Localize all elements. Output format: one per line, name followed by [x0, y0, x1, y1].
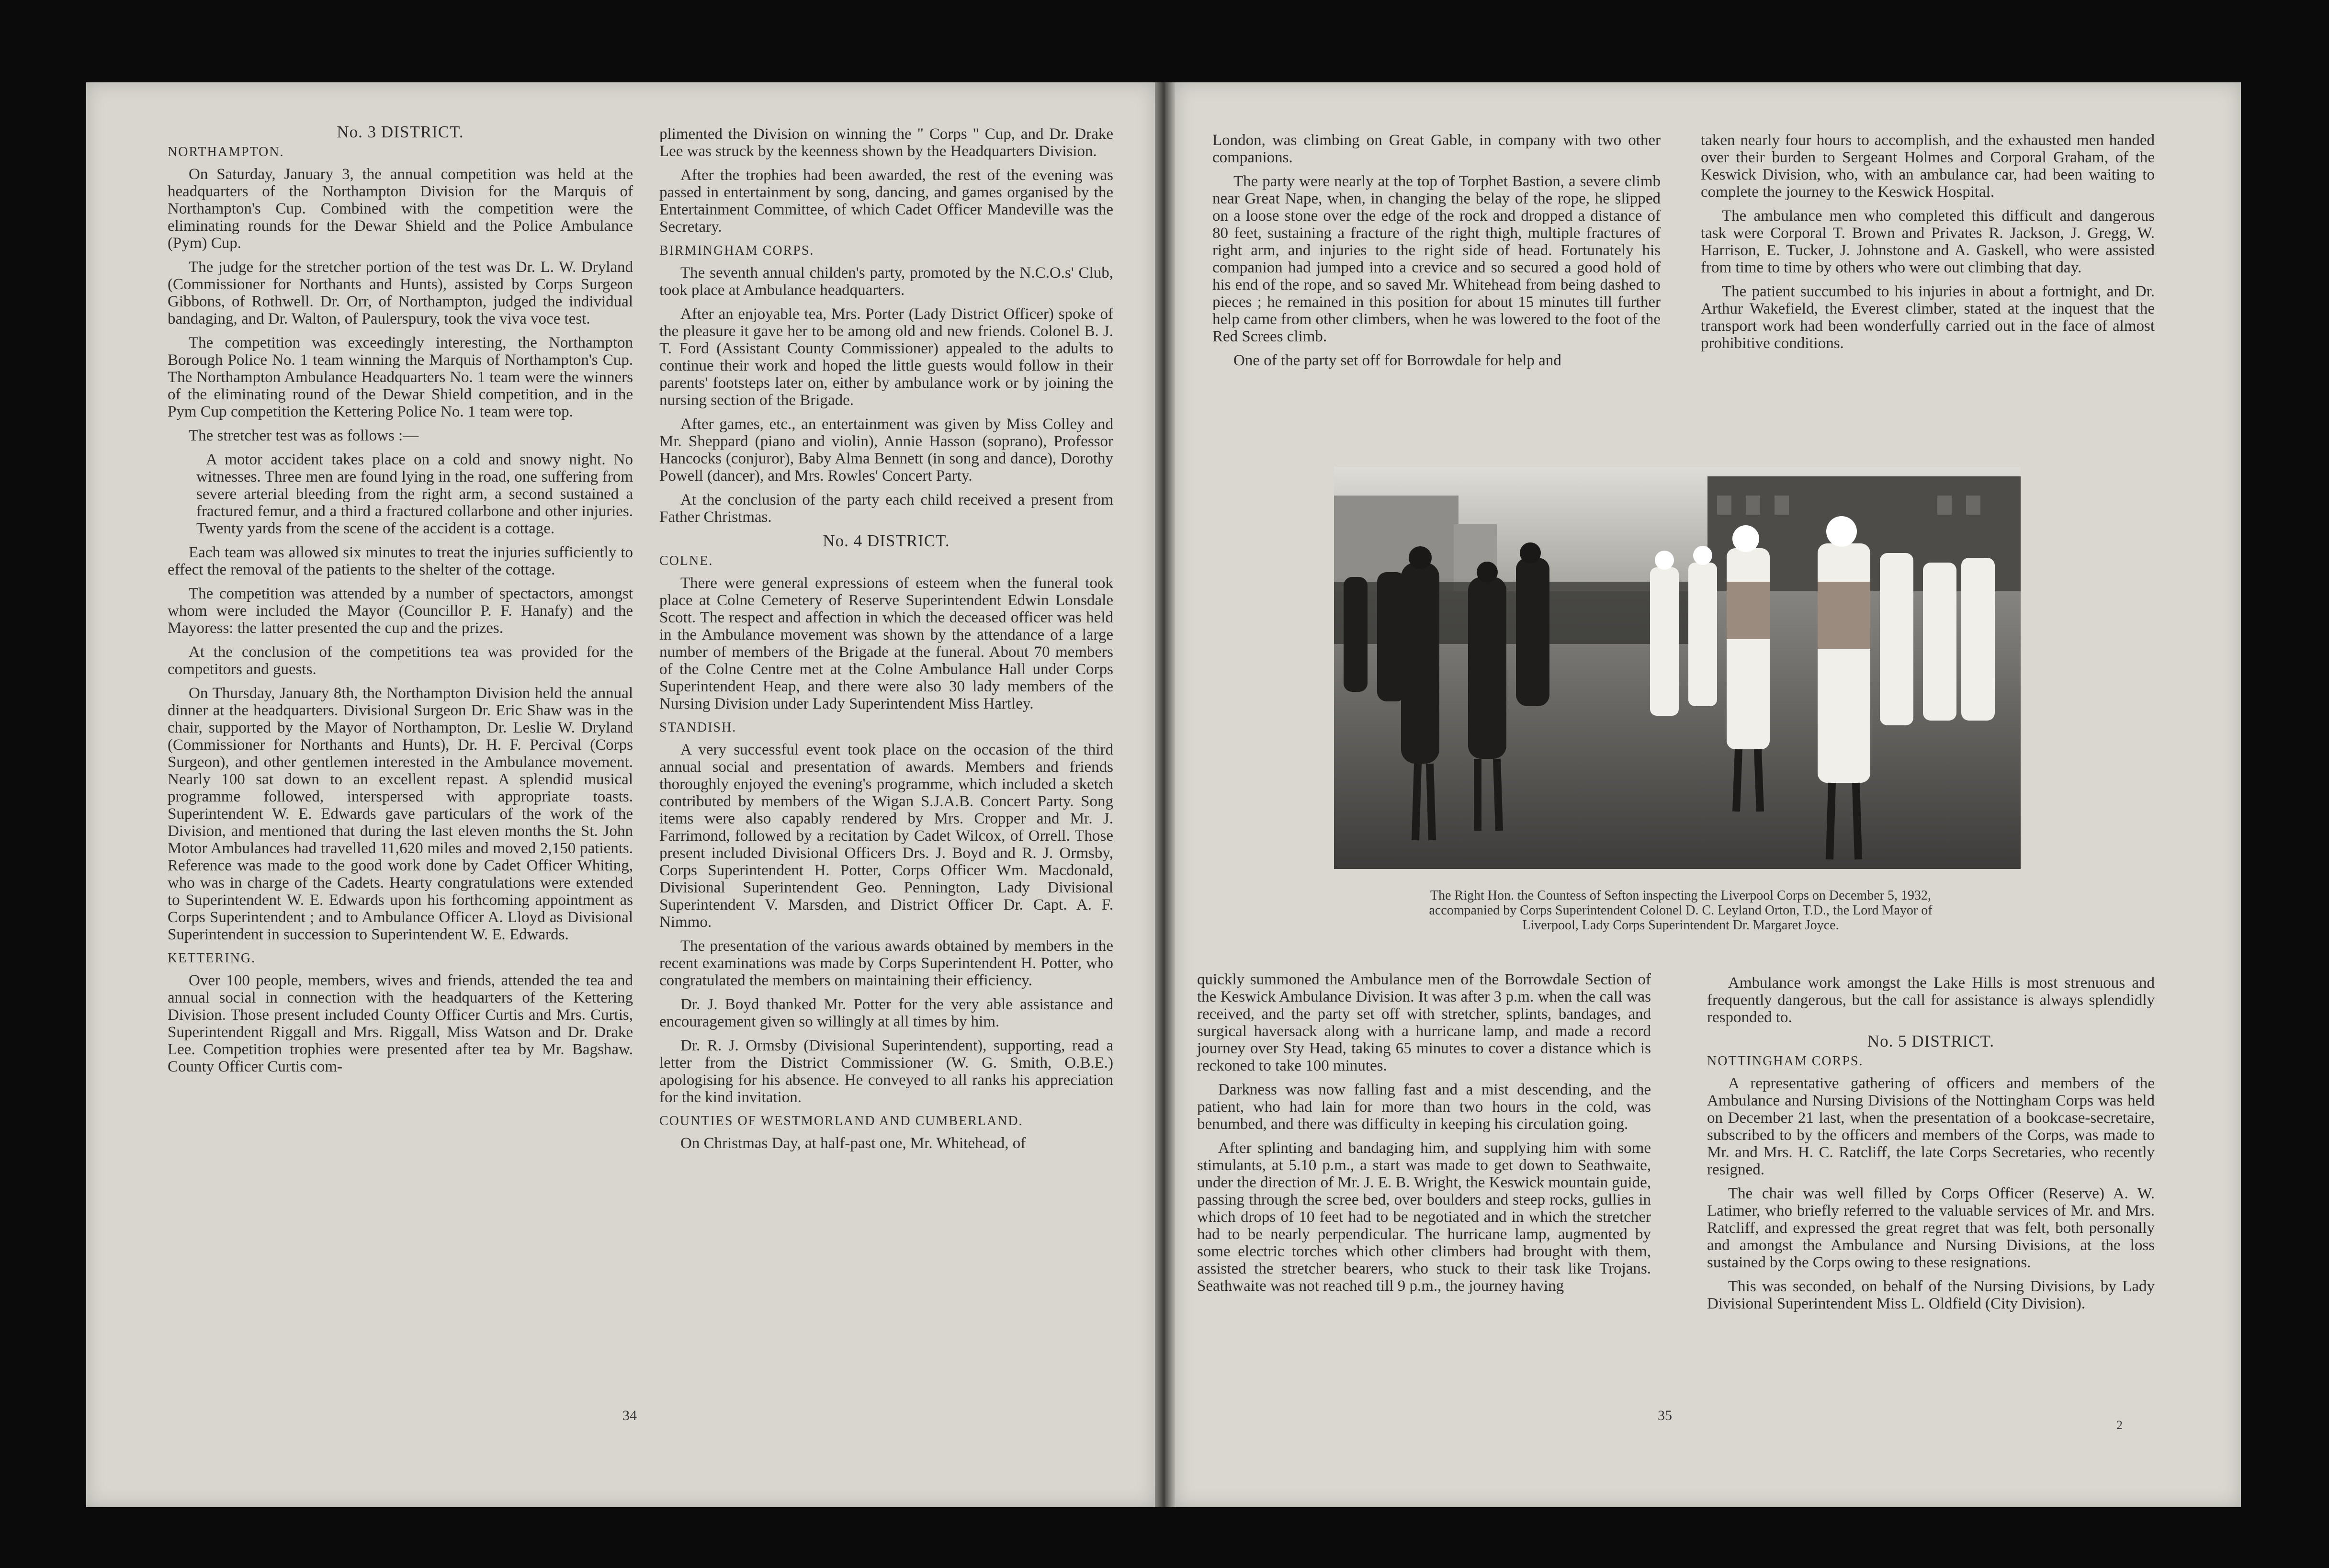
paragraph: A very successful event took place on the occasion of the third annual social and presentation of awards. Members and friends thoroughly enjoyed the evening's programme, which included a sketch contributed by members of the Wigan S.J.A.B. Concert Party. Song items were also capably rendered by Mrs. Cropper and Mr. J. Farrimond, followed by a recitation by Cadet Wilcox, of Orrell. Those present included Divisional Officers Drs. J. Boyd and R. J. Ormsby, Corps Superintendent H. Potter, Corps Officer Wm. Macdonald, Divisional Superintendent Geo. Pennington, Lady Divisional Superintendent V. Marsden, and District Officer Dr. Capt. A. F. Nimmo. — [659, 741, 1113, 931]
paragraph: The seventh annual childen's party, promoted by the N.C.O.s' Club, took place at Ambulance headquarters. — [659, 264, 1113, 299]
paragraph: Over 100 people, members, wives and friends, attended the tea and annual social in connection with the headquarters of the Kettering Division. Those present included County Officer Curtis and Mrs. Curtis, Superintendent Riggall and Mrs. Riggall, Miss Watson and Dr. Drake Lee. Competition trophies were presented after tea by Mr. Bagshaw. County Officer Curtis com- — [168, 972, 633, 1075]
paragraph: On Saturday, January 3, the annual competition was held at the headquarters of the Northampton Division for the Marquis of Northampton's Cup. Combined with the competition were the eliminating rounds for the Dewar Shield and the Police Ambulance (Pym) Cup. — [168, 166, 633, 252]
left-column-2 — [659, 125, 1113, 1159]
section-heading: COUNTIES OF WESTMORLAND AND CUMBERLAND. — [659, 1114, 1023, 1128]
paragraph: A representative gathering of officers and members of the Ambulance and Nursing Divisions of the Nottingham Corps was held on December 21 last, when the presentation of a bookcase-secretaire, subscribed to by the officers and members of the Corps, was made to Mr. and Mrs. H. C. Ratcliff, the late Corps Secretaries, who recently resigned. — [1707, 1075, 2155, 1178]
paragraph: plimented the Division on winning the " Corps " Cup, and Dr. Drake Lee was struck by the keenness shown by the Headquarters Division. — [659, 125, 1113, 160]
page-number-left: 34 — [622, 1408, 637, 1423]
caption-line: The Right Hon. the Countess of Sefton inspecting the Liverpool Corps on December 5, 1932, — [1430, 888, 1931, 903]
section-heading: STANDISH. — [659, 720, 737, 735]
caption-line: Liverpool, Lady Corps Superintendent Dr. Margaret Joyce. — [1522, 918, 1839, 933]
paragraph: Dr. R. J. Ormsby (Divisional Superintendent), supporting, read a letter from the District Commissioner (W. G. Smith, O.B.E.) apologising for his absence. He conveyed to all ranks his appreciation for the kind invitation. — [659, 1037, 1113, 1106]
paragraph: There were general expressions of esteem when the funeral took place at Colne Cemetery of Reserve Superintendent Edwin Lonsdale Scott. The respect and affection in which the deceased officer was held in the Ambulance movement was shown by the attendance of a large number of members of the Brigade at the funeral. About 70 members of the Colne Centre met at the Colne Ambulance Hall under Corps Superintendent Heap, and there were also 30 lady members of the Nursing Division under Lady Superintendent Miss Hartley. — [659, 575, 1113, 712]
paragraph: The chair was well filled by Corps Officer (Reserve) A. W. Latimer, who briefly referred to the valuable services of Mr. and Mrs. Ratcliff, and expressed the great regret that was felt, both personally and amongst the Ambulance and Nursing Divisions, at the loss sustained by the Corps owing to these resignations. — [1707, 1185, 2155, 1271]
quoted-passage: A motor accident takes place on a cold and snowy night. No witnesses. Three men are found lying in the road, one suffering from severe arterial bleeding from the right arm, a second sustained a fractured femur, and a third a fractured collarbone and other injuries. Twenty yards from the scene of the accident is a cottage. — [196, 451, 633, 537]
paragraph: taken nearly four hours to accomplish, and the exhausted men handed over their burden to Sergeant Holmes and Corporal Graham, of the Keswick Division, who, with an ambulance car, had been waiting to complete the journey to the Keswick Hospital. — [1701, 132, 2155, 201]
signature-mark: 2 — [2116, 1418, 2123, 1432]
left-column-1 — [168, 124, 633, 1082]
paragraph: The patient succumbed to his injuries in about a fortnight, and Dr. Arthur Wakefield, the Everest climber, stated at the inquest that the transport work had been wonderfully carried out in the face of almost prohibitive conditions. — [1701, 283, 2155, 352]
paragraph: Ambulance work amongst the Lake Hills is most strenuous and frequently dangerous, but the call for assistance is always splendidly responded to. — [1707, 974, 2155, 1026]
paragraph: The party were nearly at the top of Torphet Bastion, a severe climb near Great Nape, when, in changing the belay of the rope, he slipped on a loose stone over the edge of the rock and dropped a distance of 80 feet, sustaining a fracture of the right thigh, multiple fractures of right arm, and injuries to the right side of head. Fortunately his companion had jumped into a crevice and so secured a good hold of his end of the rope, and so saved Mr. Whitehead from being dashed to pieces ; he remained in this position for about 15 minutes till further help came from other climbers, when he was lowered to the foot of the Red Screes climb. — [1212, 173, 1661, 345]
paragraph: London, was climbing on Great Gable, in company with two other companions. — [1212, 132, 1661, 166]
paragraph: At the conclusion of the party each child received a present from Father Christmas. — [659, 491, 1113, 526]
section-heading: BIRMINGHAM CORPS. — [659, 243, 814, 258]
section-heading: NORTHAMPTON. — [168, 145, 284, 159]
paragraph: After the trophies had been awarded, the rest of the evening was passed in entertainment by song, dancing, and games organised by the Entertainment Committee, of which Cadet Officer Mandeville was the Secretary. — [659, 167, 1113, 236]
paragraph: After an enjoyable tea, Mrs. Porter (Lady District Officer) spoke of the pleasure it gave her to be among old and new friends. Colonel B. J. T. Ford (Assistant County Commissioner) appealed to the adults to continue their work and hoped the little guests would follow in their parents' footsteps later on, either by ambulance work or by joining the nursing section of the Brigade. — [659, 305, 1113, 409]
paragraph: The competition was exceedingly interesting, the Northampton Borough Police No. 1 team winning the Marquis of Northampton's Cup. The Northampton Ambulance Headquarters No. 1 team were the winners of the eliminating round of the Dewar Shield competition, and in the Pym Cup competition the Kettering Police No. 1 team were top. — [168, 334, 633, 420]
district-heading: No. 5 DISTRICT. — [1867, 1032, 1995, 1050]
caption-line: accompanied by Corps Superintendent Colonel D. C. Leyland Orton, T.D., the Lord Mayor of — [1429, 903, 1933, 918]
right-column-2-top — [1701, 132, 2155, 359]
right-column-1-bottom — [1197, 971, 1651, 1301]
paragraph: Darkness was now falling fast and a mist descending, and the patient, who had lain for more than two hours in the cold, was benumbed, and there was difficulty in keeping his circulation going. — [1197, 1081, 1651, 1133]
paragraph: Each team was allowed six minutes to treat the injuries sufficiently to effect the removal of the patients to the shelter of the cottage. — [168, 544, 633, 578]
section-heading: KETTERING. — [168, 951, 256, 966]
paragraph: Dr. J. Boyd thanked Mr. Potter for the very able assistance and encouragement given so willingly at all times by him. — [659, 996, 1113, 1030]
paragraph: The judge for the stretcher portion of the test was Dr. L. W. Dryland (Commissioner for Northants and Hunts), assisted by Corps Surgeon Gibbons, of Rothwell. Dr. Orr, of Northampton, judged the individual bandaging, and Dr. Walton, of Paulerspury, took the viva voce test. — [168, 259, 633, 327]
paragraph: The presentation of the various awards obtained by members in the recent examinations was made by Corps Superintendent H. Potter, who congratulated the members on maintaining their efficiency. — [659, 937, 1113, 989]
paragraph: At the conclusion of the competitions tea was provided for the competitors and guests. — [168, 643, 633, 678]
paragraph: This was seconded, on behalf of the Nursing Divisions, by Lady Divisional Superintendent Miss L. Oldfield (City Division). — [1707, 1278, 2155, 1312]
section-heading: COLNE. — [659, 553, 713, 568]
photo-caption — [1341, 888, 2021, 933]
inspection-photograph — [1334, 467, 2021, 869]
book-gutter — [1155, 82, 1175, 1507]
section-heading: NOTTINGHAM CORPS. — [1707, 1054, 1864, 1069]
right-column-2-bottom — [1707, 974, 2155, 1319]
paragraph: After splinting and bandaging him, and supplying him with some stimulants, at 5.10 p.m., a start was made to get down to Seathwaite, under the direction of Mr. J. E. B. Wright, the Keswick mountain guide, passing through the scree bed, over boulders and steep rocks, gullies in which drops of 10 feet had to be negotiated and in which the stretcher had to be nearly perpendicular. The hurricane lamp, augmented by some electric torches which other climbers had brought with them, assisted the stretcher bearers, who stuck to their task like Trojans. Seathwaite was not reached till 9 p.m., the journey having — [1197, 1139, 1651, 1295]
right-column-1-top — [1212, 132, 1661, 376]
district-heading: No. 4 DISTRICT. — [823, 531, 950, 550]
district-heading: No. 3 DISTRICT. — [337, 123, 464, 141]
paragraph: The stretcher test was as follows :— — [189, 427, 419, 444]
paragraph: On Christmas Day, at half-past one, Mr. Whitehead, of — [680, 1135, 1026, 1152]
paragraph: One of the party set off for Borrowdale for help and — [1233, 352, 1561, 369]
paragraph: The ambulance men who completed this difficult and dangerous task were Corporal T. Brown and Privates R. Jackson, J. Gregg, W. Harrison, E. Tucker, J. Johnstone and A. Gaskell, who were assisted from time to time by others who were out climbing that day. — [1701, 207, 2155, 276]
paragraph: On Thursday, January 8th, the Northampton Division held the annual dinner at the headquarters. Divisional Surgeon Dr. Eric Shaw was in the chair, supported by the Mayor of Northampton, Dr. Leslie W. Dryland (Commissioner for Northants and Hunts), Dr. H. F. Percival (Corps Surgeon), and other gentlemen interested in the Ambulance movement. Nearly 100 sat down to an excellent repast. A splendid musical programme followed, interspersed with appropriate toasts. Superintendent W. E. Edwards gave particulars of the work of the Division, and mentioned that during the last eleven months the St. John Motor Ambulances had travelled 11,620 miles and moved 2,150 patients. Reference was made to the good work done by Cadet Officer Whiting, who was in charge of the Cadets. Hearty congratulations were extended to Superintendent W. E. Edwards upon his forthcoming appointment as Corps Superintendent ; and to Ambulance Officer A. Lloyd as Divisional Superintendent in succession to Superintendent W. E. Edwards. — [168, 685, 633, 943]
paragraph: The competition was attended by a number of spectactors, amongst whom were included the Mayor (Councillor P. F. Hanafy) and the Mayoress: the latter presented the cup and the prizes. — [168, 585, 633, 637]
paragraph: After games, etc., an entertainment was given by Miss Colley and Mr. Sheppard (piano and violin), Annie Hasson (soprano), Professor Hancocks (conjuror), Baby Alma Bennett (in song and dance), Dorothy Powell (dancer), and Mrs. Rowles' Concert Party. — [659, 416, 1113, 485]
page-number-right: 35 — [1658, 1408, 1672, 1423]
paragraph: quickly summoned the Ambulance men of the Borrowdale Section of the Keswick Ambulance Division. It was after 3 p.m. when the call was received, and the party set off with stretcher, splints, bandages, and surgical haversack along with a hurricane lamp, and made a record journey over Sty Head, taking 65 minutes to cover a distance which is reckoned to take 100 minutes. — [1197, 971, 1651, 1074]
